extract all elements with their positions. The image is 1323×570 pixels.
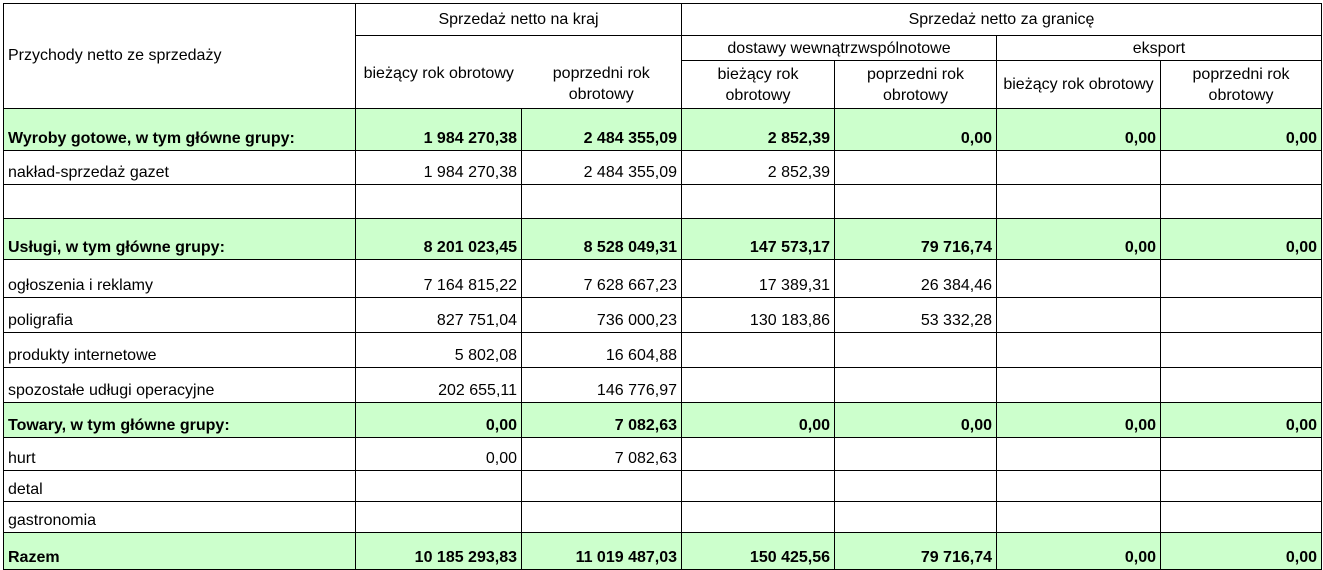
- value-cell: [835, 333, 997, 368]
- value-cell: 0,00: [835, 109, 997, 151]
- value-cell: 736 000,23: [522, 298, 682, 333]
- value-cell: [682, 368, 835, 403]
- value-cell: 79 716,74: [835, 219, 997, 260]
- group-row: [4, 219, 1322, 260]
- value-cell: [997, 368, 1161, 403]
- value-cell: 7 164 815,22: [356, 260, 522, 298]
- row-label: produkty internetowe: [4, 333, 356, 368]
- value-cell: 0,00: [356, 438, 522, 471]
- value-cell: [682, 185, 835, 219]
- value-cell: 0,00: [1161, 219, 1322, 260]
- value-cell: 0,00: [997, 109, 1161, 151]
- value-cell: [835, 471, 997, 502]
- row-label: detal: [4, 471, 356, 502]
- revenue-table: [3, 3, 1322, 570]
- value-cell: 2 852,39: [682, 109, 835, 151]
- value-cell: 8 201 023,45: [356, 219, 522, 260]
- value-cell: 53 332,28: [835, 298, 997, 333]
- value-cell: [682, 438, 835, 471]
- row-label: [4, 185, 356, 219]
- row-label: gastronomia: [4, 502, 356, 533]
- row-label: spozostałe udługi operacyjne: [4, 368, 356, 403]
- value-cell: 146 776,97: [522, 368, 682, 403]
- value-cell: [356, 185, 522, 219]
- value-cell: 2 852,39: [682, 151, 835, 185]
- value-cell: 0,00: [1161, 109, 1322, 151]
- value-cell: [1161, 185, 1322, 219]
- group-row: [4, 109, 1322, 151]
- value-cell: 8 528 049,31: [522, 219, 682, 260]
- row-label: nakład-sprzedaż gazet: [4, 151, 356, 185]
- table-row: [4, 438, 1322, 471]
- row-label: Towary, w tym główne grupy:: [4, 403, 356, 438]
- value-cell: 16 604,88: [522, 333, 682, 368]
- value-cell: [835, 438, 997, 471]
- value-cell: [997, 260, 1161, 298]
- value-cell: 0,00: [997, 219, 1161, 260]
- table-row: [4, 333, 1322, 368]
- intra-eu-previous-year-header: poprzedni rok obrotowy: [835, 61, 997, 109]
- value-cell: 0,00: [835, 403, 997, 438]
- row-label: hurt: [4, 438, 356, 471]
- value-cell: 0,00: [1161, 403, 1322, 438]
- value-cell: 202 655,11: [356, 368, 522, 403]
- table-row: [4, 471, 1322, 502]
- table-row: [4, 298, 1322, 333]
- value-cell: [997, 502, 1161, 533]
- row-label: poligrafia: [4, 298, 356, 333]
- header-row-1: [4, 4, 1322, 36]
- value-cell: [356, 471, 522, 502]
- value-cell: 0,00: [997, 403, 1161, 438]
- table-row: [4, 502, 1322, 533]
- value-cell: 0,00: [997, 533, 1161, 570]
- export-previous-year-header: poprzedni rok obrotowy: [1161, 61, 1322, 109]
- domestic-previous-year-header: poprzedni rok obrotowy: [552, 65, 650, 103]
- value-cell: 2 484 355,09: [522, 109, 682, 151]
- value-cell: [356, 502, 522, 533]
- domestic-current-year-header: bieżący rok obrotowy: [363, 65, 514, 82]
- value-cell: [1161, 471, 1322, 502]
- value-cell: [522, 185, 682, 219]
- table-row: [4, 151, 1322, 185]
- row-label: ogłoszenia i reklamy: [4, 260, 356, 298]
- value-cell: 150 425,56: [682, 533, 835, 570]
- value-cell: [997, 471, 1161, 502]
- row-label-header: Przychody netto ze sprzedaży: [4, 4, 356, 109]
- value-cell: [835, 151, 997, 185]
- value-cell: [1161, 502, 1322, 533]
- value-cell: [835, 502, 997, 533]
- value-cell: 1 984 270,38: [356, 109, 522, 151]
- value-cell: 0,00: [682, 403, 835, 438]
- row-label: Usługi, w tym główne grupy:: [4, 219, 356, 260]
- row-label: Wyroby gotowe, w tym główne grupy:: [4, 109, 356, 151]
- value-cell: [997, 298, 1161, 333]
- value-cell: [682, 502, 835, 533]
- value-cell: [997, 151, 1161, 185]
- value-cell: 79 716,74: [835, 533, 997, 570]
- table-row: [4, 185, 1322, 219]
- table-row: [4, 368, 1322, 403]
- group-row: [4, 533, 1322, 570]
- value-cell: 147 573,17: [682, 219, 835, 260]
- value-cell: 26 384,46: [835, 260, 997, 298]
- value-cell: [1161, 438, 1322, 471]
- export-header: eksport: [997, 36, 1322, 61]
- value-cell: [682, 333, 835, 368]
- value-cell: [997, 438, 1161, 471]
- intra-eu-header: dostawy wewnątrzwspólnotowe: [682, 36, 997, 61]
- value-cell: 0,00: [356, 403, 522, 438]
- value-cell: [997, 333, 1161, 368]
- foreign-sales-header: Sprzedaż netto za granicę: [682, 4, 1322, 36]
- value-cell: 17 389,31: [682, 260, 835, 298]
- table-row: [4, 260, 1322, 298]
- value-cell: 7 082,63: [522, 403, 682, 438]
- value-cell: [522, 471, 682, 502]
- value-cell: [1161, 260, 1322, 298]
- value-cell: [1161, 333, 1322, 368]
- value-cell: [835, 185, 997, 219]
- value-cell: 0,00: [1161, 533, 1322, 570]
- value-cell: 7 628 667,23: [522, 260, 682, 298]
- value-cell: 130 183,86: [682, 298, 835, 333]
- value-cell: 5 802,08: [356, 333, 522, 368]
- value-cell: 1 984 270,38: [356, 151, 522, 185]
- export-current-year-header: bieżący rok obrotowy: [997, 61, 1161, 109]
- value-cell: [522, 502, 682, 533]
- value-cell: [835, 368, 997, 403]
- value-cell: [1161, 298, 1322, 333]
- value-cell: 11 019 487,03: [522, 533, 682, 570]
- domestic-sales-header: Sprzedaż netto na kraj: [356, 4, 682, 36]
- value-cell: [1161, 151, 1322, 185]
- group-row: [4, 403, 1322, 438]
- intra-eu-current-year-header: bieżący rok obrotowy: [682, 61, 835, 109]
- value-cell: [1161, 368, 1322, 403]
- value-cell: 827 751,04: [356, 298, 522, 333]
- value-cell: 10 185 293,83: [356, 533, 522, 570]
- value-cell: [682, 471, 835, 502]
- row-label: Razem: [4, 533, 356, 570]
- domestic-subheader-cell: [356, 36, 682, 109]
- value-cell: 7 082,63: [522, 438, 682, 471]
- value-cell: [997, 185, 1161, 219]
- value-cell: 2 484 355,09: [522, 151, 682, 185]
